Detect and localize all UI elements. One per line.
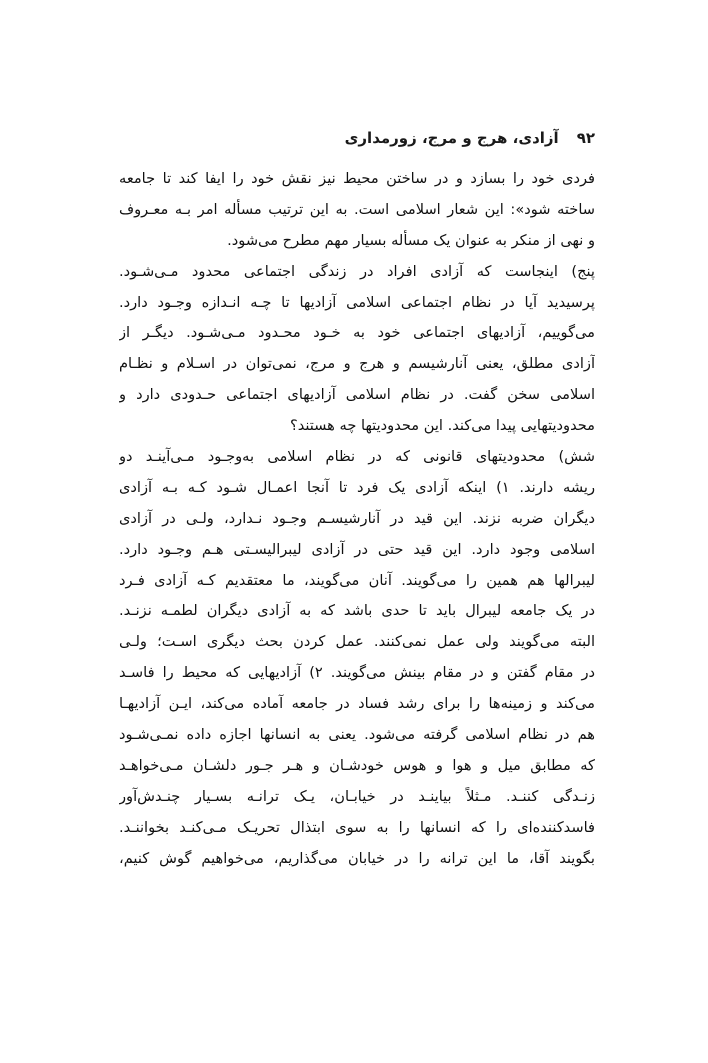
running-header xyxy=(119,124,595,152)
text-line: فردی خود را بسازد و در ساختن محیط نیز نقش خود را ایفا کند تا جامعه xyxy=(119,170,595,187)
text-line: پرسیدید آیا در نظام اجتماعی اسلامی آزادیها تا چـه انـدازه وجـود دارد. xyxy=(119,293,595,311)
text-line: بگویند آقا، ما این ترانه را در خیابان می‌گذاریم، می‌خواهیم گوش کنیم، xyxy=(119,849,595,867)
text-line: در یک جامعه لیبرال باید تا حدی باشد که به آزادی دیگران لطمـه نزنـد. xyxy=(119,602,595,620)
text-line: فاسدکننده‌ای را که انسانها را به سوی ابتذال تحریـک مـی‌کنـد بخواننـد. xyxy=(119,818,595,836)
text-line: زنـدگی کننـد. مـثلاً بیاینـد در خیابـان، یـک ترانـه بسـیار چنـدش‌آور xyxy=(119,787,595,805)
text-line: محدودیتهایی پیدا می‌کند. این محدودیتها چه هستند؟ xyxy=(289,417,595,435)
text-line: البته می‌گویند ولی عمل نمی‌کنند. عمل کردن بحث دیگری اسـت؛ ولـی xyxy=(119,633,595,651)
text-line: شش) محدودیتهای قانونی که در نظام اسلامی به‌وجـود مـی‌آینـد دو xyxy=(119,448,595,466)
text-line: که مطابق میل و هوا و هوس خودشـان و هـر جـور دلشـان مـی‌خواهـد xyxy=(119,756,595,774)
running-title: آزادی، هرج و مرج، زورمداری xyxy=(344,129,559,147)
text-line: و نهی از منکر به عنوان یک مسأله بسیار مهم مطرح می‌شود. xyxy=(227,231,595,249)
text-line: می‌گوییم، آزادیهای اجتماعی خود به خـود محـدود مـی‌شـود. دیگـر از xyxy=(119,324,595,342)
page-number: ۹۲ xyxy=(576,129,595,147)
text-line: ریشه دارند. ۱) اینکه آزادی یک فرد تا آنجا اعمـال شـود کـه بـه آزادی xyxy=(119,478,595,496)
text-line: دیگران ضربه نزند. این قید در آنارشیسـم وجـود نـدارد، ولـی در آزادی xyxy=(119,509,595,527)
text-line: ساخته شود»: این شعار اسلامی است. به این ترتیب مسأله امر بـه معـروف xyxy=(119,200,595,218)
text-line: اسلامی وجود دارد. این قید حتی در آزادی لیبرالیسـتی هـم وجـود دارد. xyxy=(119,540,595,558)
text-line: اسلامی سخن گفت. در نظام اسلامی آزادیهای اجتماعی حـدودی دارد و xyxy=(119,386,595,404)
text-line: می‌کند و زمینه‌ها را برای رشد فساد در جامعه آماده می‌کند، ایـن آزادیهـا xyxy=(119,695,595,713)
text-line: در مقام گفتن و در مقام بینش می‌گویند. ۲) آزادیهایی که محیط را فاسـد xyxy=(119,664,595,682)
text-line: آزادی مطلق، یعنی آنارشیسم و هرج و مرج، نمی‌توان در اسـلام و نظـام xyxy=(119,355,595,373)
text-line: لیبرالها هم همین را می‌گویند. آنان می‌گویند، ما معتقدیم کـه آزادی فـرد xyxy=(119,571,595,589)
body-text xyxy=(119,164,595,874)
text-line: هم در نظام اسلامی گرفته می‌شود. یعنی به انسانها اجازه داده نمـی‌شـود xyxy=(119,726,595,744)
text-line: پنج) اینجاست که آزادی افراد در زندگی اجتماعی محدود مـی‌شـود. xyxy=(119,262,595,280)
